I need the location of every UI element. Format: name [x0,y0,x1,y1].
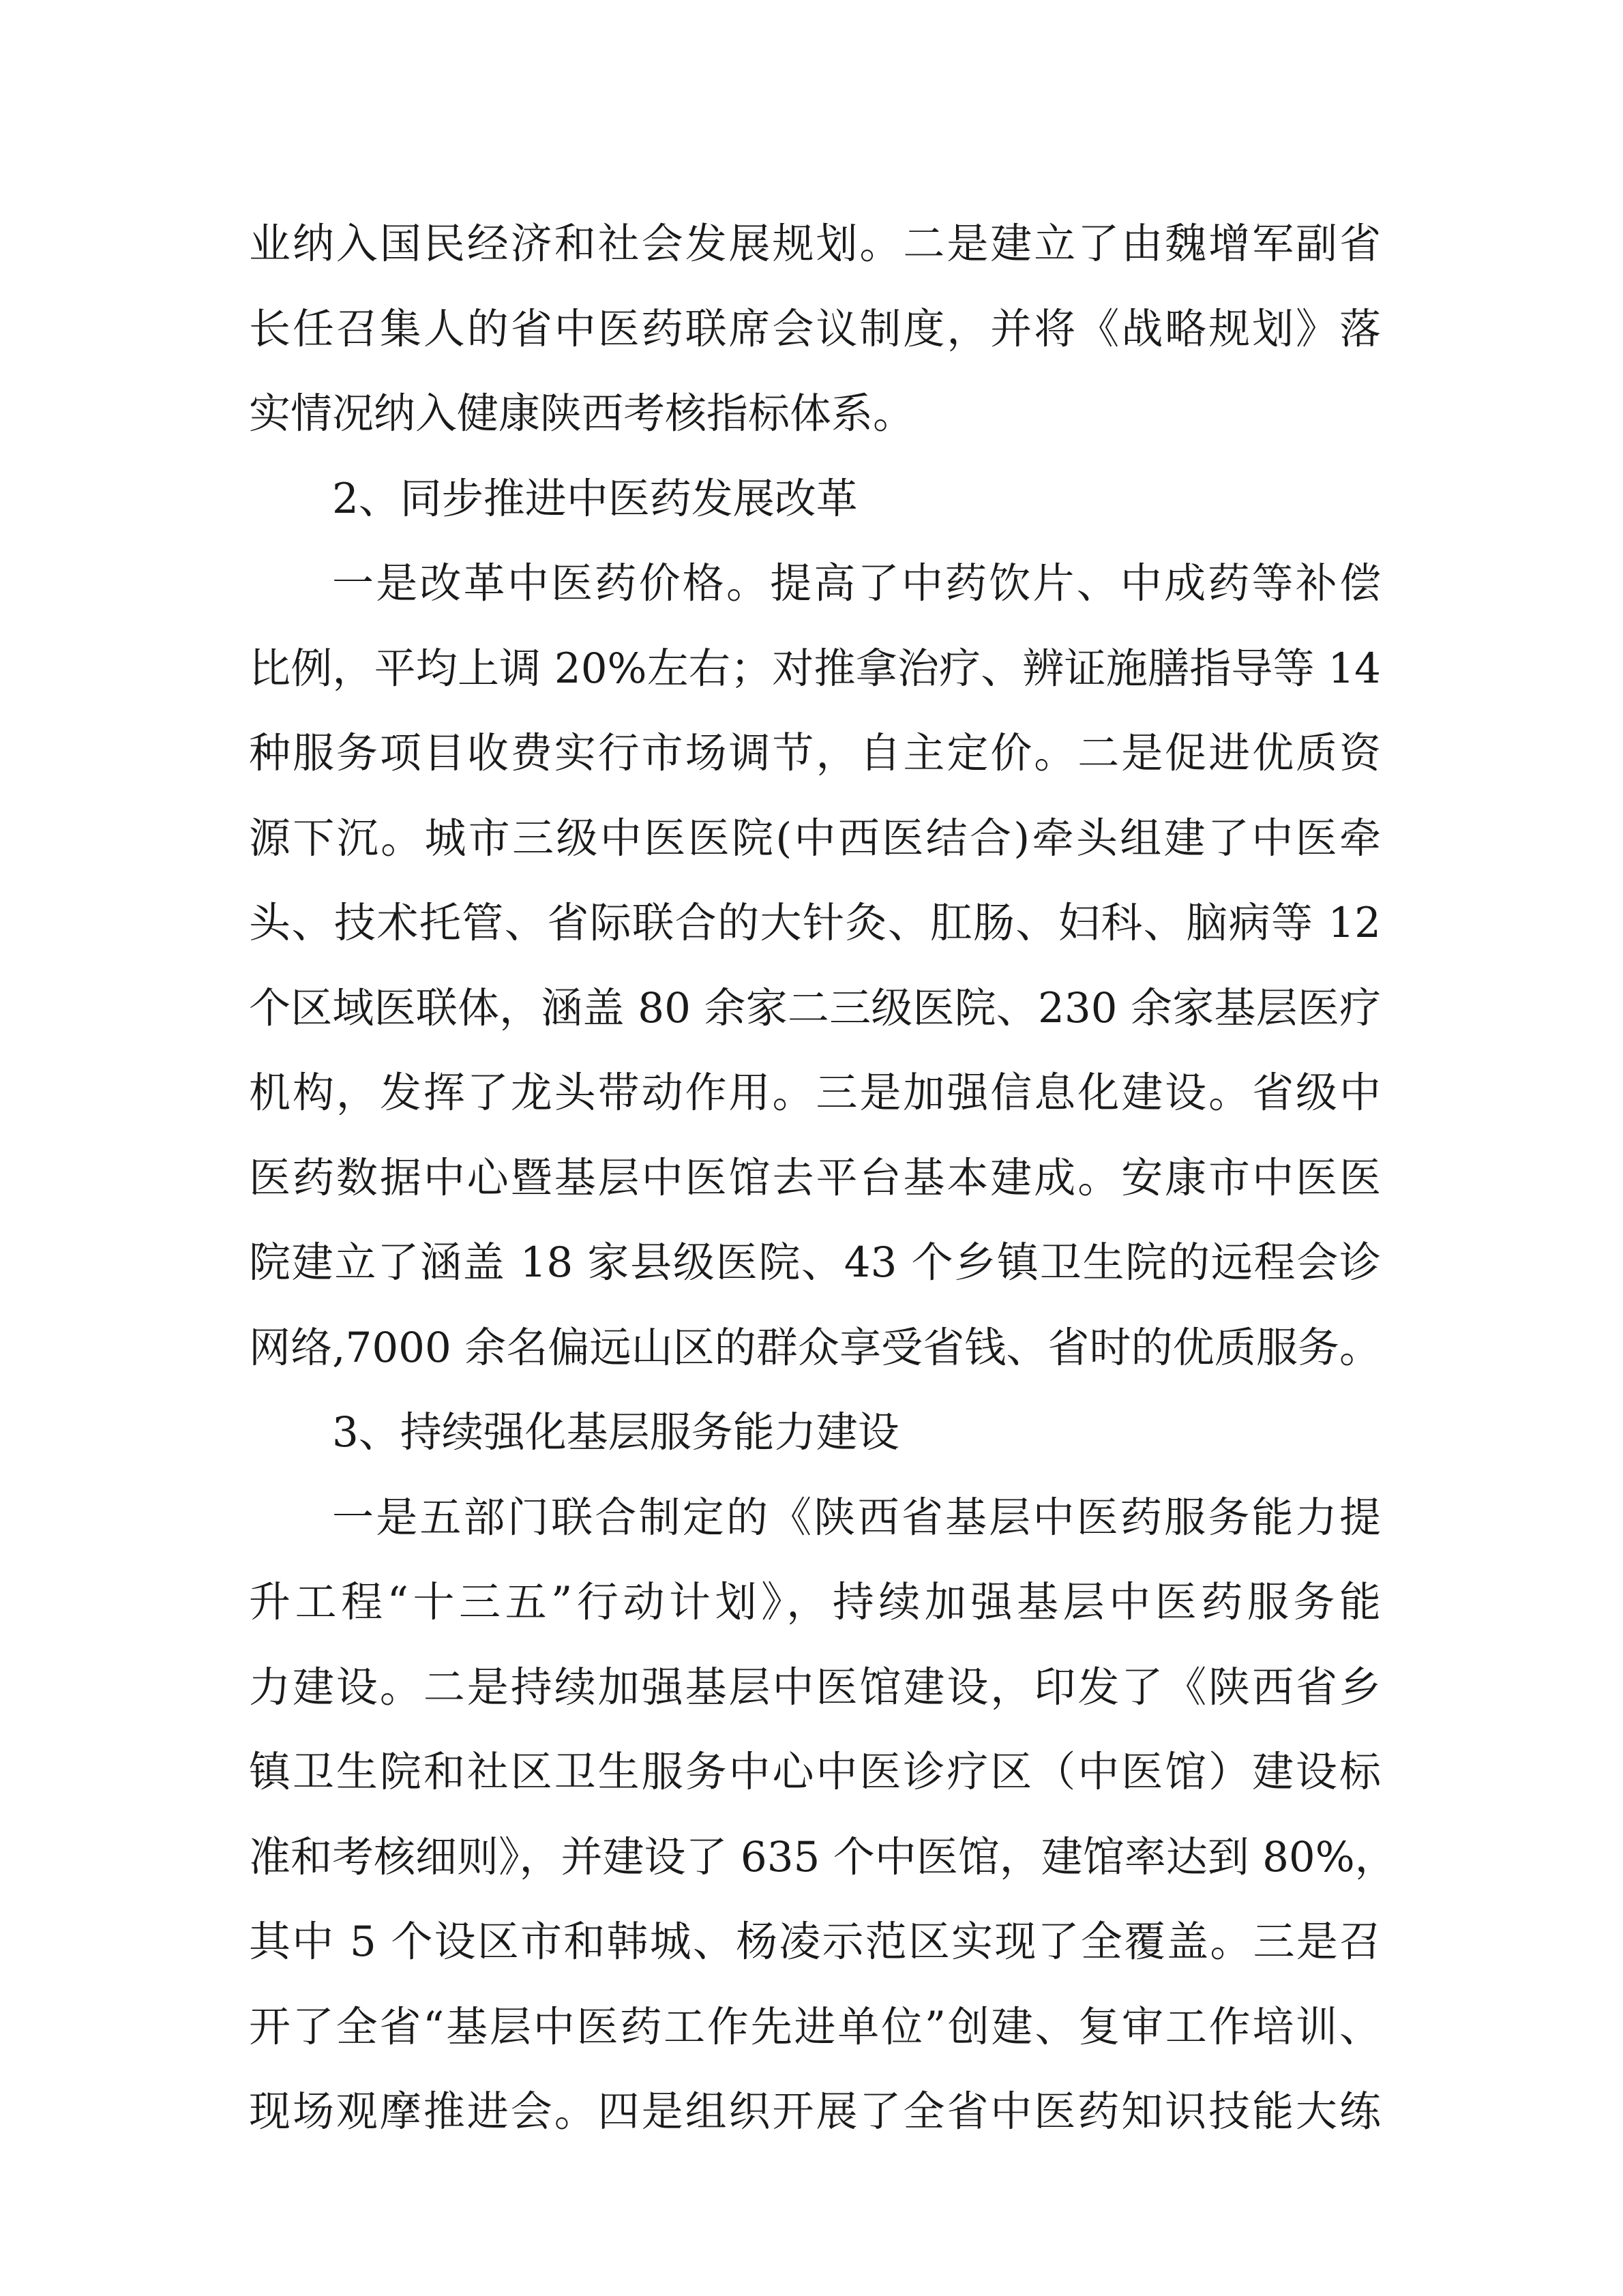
text-line: 升工程“十三五”行动计划》，持续加强基层中医药服务能 [249,1578,1381,1626]
text-line: 业纳入国民经济和社会发展规划。二是建立了由魏增军副省 [249,220,1381,268]
section-heading: 3、持续强化基层服务能力建设 [332,1408,899,1457]
text-line: 准和考核细则》，并建设了 635 个中医馆，建馆率达到 80%， [249,1832,1397,1881]
text-line: 机构，发挥了龙头带动作用。三是加强信息化建设。省级中 [249,1069,1381,1117]
text-line: 一是五部门联合制定的《陕西省基层中医药服务能力提 [332,1493,1381,1542]
text-line: 头、技术托管、省际联合的大针灸、肛肠、妇科、脑病等 12 [249,899,1381,947]
text-line: 医药数据中心暨基层中医馆去平台基本建成。安康市中医医 [249,1153,1381,1202]
section-heading: 2、同步推进中医药发展改革 [332,474,858,523]
text-line: 开了全省“基层中医药工作先进单位”创建、复审工作培训、 [249,2002,1381,2051]
text-line: 现场观摩推进会。四是组织开展了全省中医药知识技能大练 [249,2087,1381,2136]
text-line: 院建立了涵盖 18 家县级医院、43 个乡镇卫生院的远程会诊 [249,1238,1381,1287]
text-line: 长任召集人的省中医药联席会议制度，并将《战略规划》落 [249,304,1381,353]
text-line: 其中 5 个设区市和韩城、杨凌示范区实现了全覆盖。三是召 [249,1918,1381,1966]
text-line: 一是改革中医药价格。提高了中药饮片、中成药等补偿 [332,559,1381,608]
text-line: 网络,7000 余名偏远山区的群众享受省钱、省时的优质服务。 [249,1323,1381,1372]
text-line: 源下沉。城市三级中医医院(中西医结合)牵头组建了中医牵 [249,814,1381,863]
text-line: 种服务项目收费实行市场调节，自主定价。二是促进优质资 [249,729,1381,777]
text-line: 个区域医联体，涵盖 80 余家二三级医院、230 余家基层医疗 [249,983,1381,1032]
text-line: 比例，平均上调 20%左右；对推拿治疗、辨证施膳指导等 14 [249,644,1381,693]
document-body [249,202,1397,2155]
text-line: 镇卫生院和社区卫生服务中心中医诊疗区（中医馆）建设标 [249,1748,1381,1796]
text-line: 实情况纳入健康陕西考核指标体系。 [249,389,915,438]
text-line: 力建设。二是持续加强基层中医馆建设，印发了《陕西省乡 [249,1663,1381,1712]
